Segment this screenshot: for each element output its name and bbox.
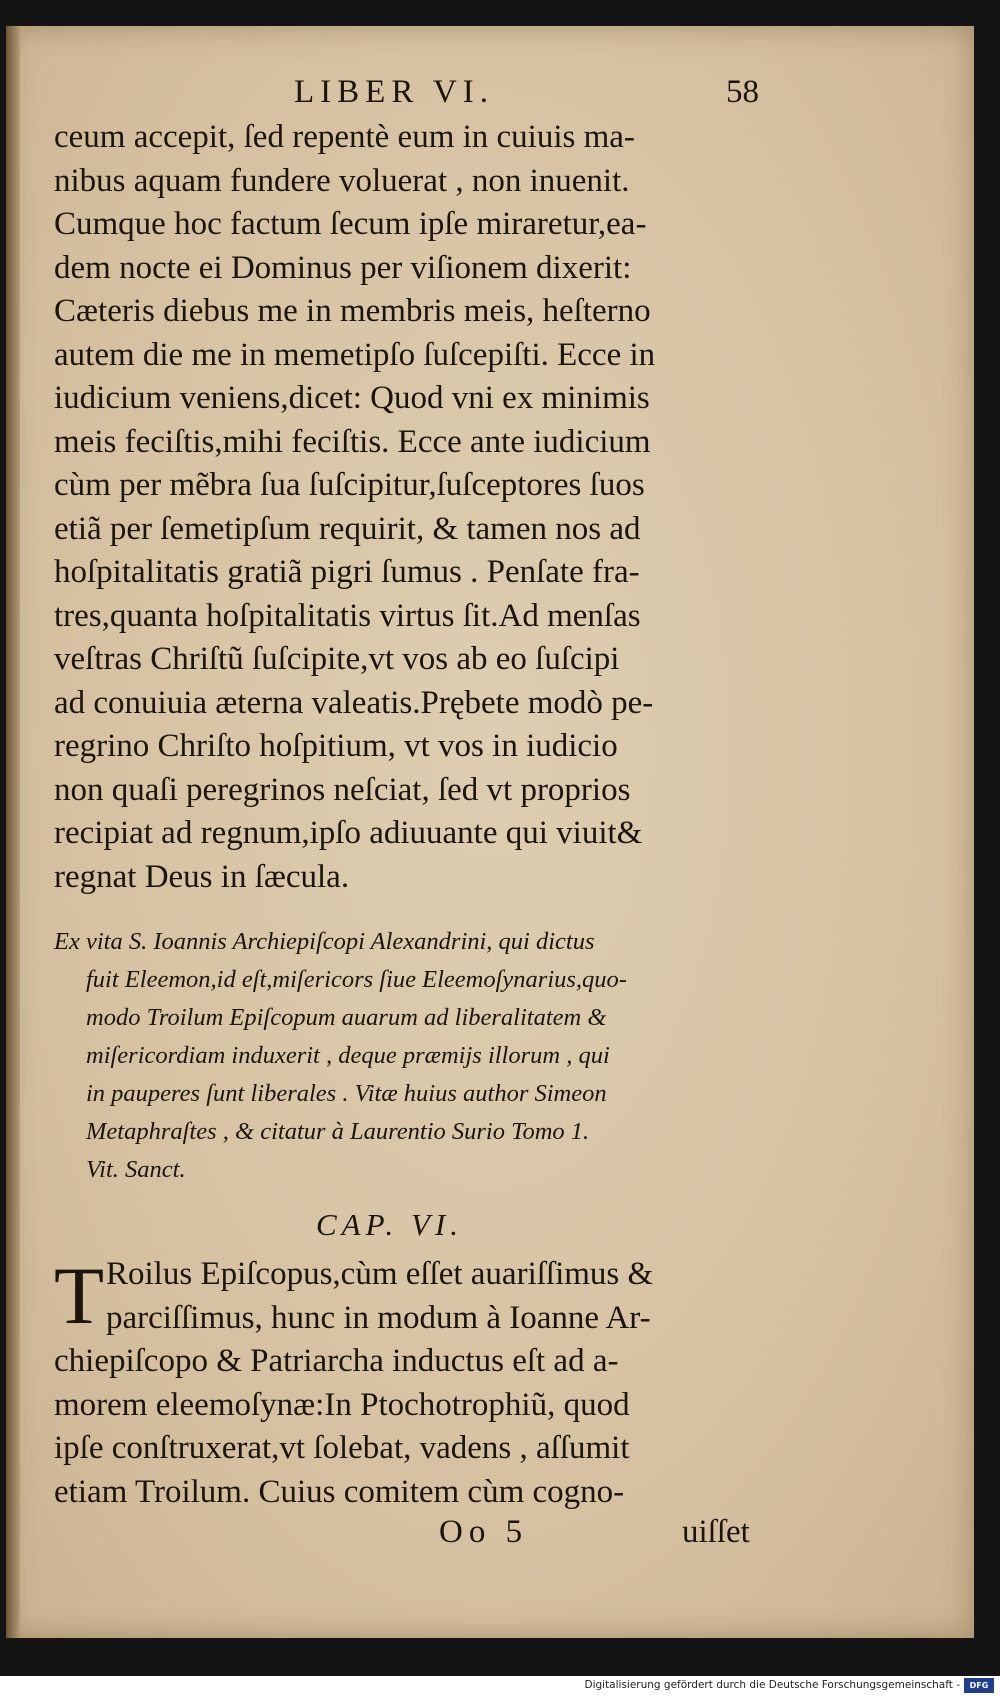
body-line: cùm per mẽbra ſua ſuſcipitur,ſuſceptores ſuos	[54, 467, 645, 503]
summary-line: fuit Eleemon,id eſt,miſericors ſiue Eleemoſynarius,quo-	[86, 966, 627, 993]
body-line: recipiat ad regnum,ipſo adiuuante qui viuit&	[54, 815, 643, 851]
summary-line: modo Troilum Epiſcopum auarum ad liberalitatem &	[86, 1004, 607, 1031]
drop-cap: T	[54, 1250, 105, 1341]
summary-line: Vit. Sanct.	[86, 1156, 186, 1183]
body-line: hoſpitalitatis gratiã pigri ſumus . Penſate fra-	[54, 554, 640, 590]
body-line: nibus aquam fundere voluerat , non inuenit.	[54, 162, 630, 199]
body-line: regnat Deus in ſæcula.	[54, 858, 350, 895]
page-gutter	[6, 26, 20, 1638]
body-line: dem nocte ei Dominus per viſionem dixerit:	[54, 249, 632, 286]
body-line: meis feciſtis,mihi feciſtis. Ecce ante iudicium	[54, 423, 651, 460]
summary-line: Metaphraſtes , & citatur à Laurentio Surio Tomo 1.	[86, 1118, 590, 1145]
body-line: ipſe conſtruxerat,vt ſolebat, vadens , aſſumit	[54, 1430, 630, 1466]
body-line: veſtras Chriſtũ ſuſcipite,vt vos ab eo ſuſcipi	[54, 641, 620, 677]
credit-text: Digitalisierung gefördert durch die Deutsche Forschungsgemeinschaft -	[584, 1679, 960, 1691]
body-line: ceum accepit, ſed repentè eum in cuiuis ma-	[54, 119, 635, 155]
body-line: Cumque hoc factum ſecum ipſe miraretur,ea-	[54, 206, 647, 242]
chapter-text	[54, 1250, 779, 1514]
text-block	[54, 66, 779, 1558]
body-line: tres,quanta hoſpitalitatis virtus ſit.Ad menſas	[54, 597, 641, 634]
body-line: regrino Chriſto hoſpitium, vt vos in iudicio	[54, 728, 618, 764]
folio-number: 58	[726, 74, 759, 110]
catchword: uiſſet	[682, 1514, 750, 1550]
body-line: parciſſimus, hunc in modum à Ioanne Ar-	[106, 1299, 651, 1336]
book-page	[6, 26, 974, 1638]
body-line: etiam Troilum. Cuius comitem cùm cogno-	[54, 1473, 625, 1510]
body-line: etiã per ſemetipſum requirit, & tamen nos ad	[54, 510, 641, 547]
signature-mark: Oo 5	[439, 1514, 529, 1550]
body-line: Cæteris diebus me in membris meis, heſterno	[54, 293, 651, 329]
summary-line: in pauperes ſunt liberales . Vitæ huius author Simeon	[86, 1080, 607, 1107]
running-header	[54, 66, 779, 116]
body-line: non quaſi peregrinos neſciat, ſed vt proprios	[54, 771, 631, 808]
body-line: ad conuiuia æterna valeatis.Prębete modò pe-	[54, 684, 654, 721]
body-line: iudicium veniens,dicet: Quod vni ex minimis	[54, 380, 650, 416]
credit-bar	[0, 1676, 1000, 1698]
body-line: chiepiſcopo & Patriarcha inductus eſt ad a-	[54, 1343, 619, 1379]
summary-line: miſericordiam induxerit , deque præmijs illorum , qui	[86, 1042, 610, 1069]
running-title: LIBER VI.	[294, 74, 495, 110]
page-footer	[54, 1514, 779, 1558]
summary-line: Ex vita S. Ioannis Archiepiſcopi Alexandrini, qui dictus	[54, 928, 595, 955]
dfg-logo: DFG	[964, 1678, 994, 1693]
chapter-heading: CAP. VI.	[316, 1207, 464, 1242]
body-line: Roilus Epiſcopus,cùm eſſet auariſſimus &	[106, 1256, 654, 1292]
body-line: autem die me in memetipſo ſuſcepiſti. Ecce in	[54, 336, 656, 373]
chapter-summary	[54, 923, 779, 1189]
body-text	[54, 116, 779, 899]
body-line: morem eleemoſynæ:In Ptochotrophiũ, quod	[54, 1386, 630, 1423]
